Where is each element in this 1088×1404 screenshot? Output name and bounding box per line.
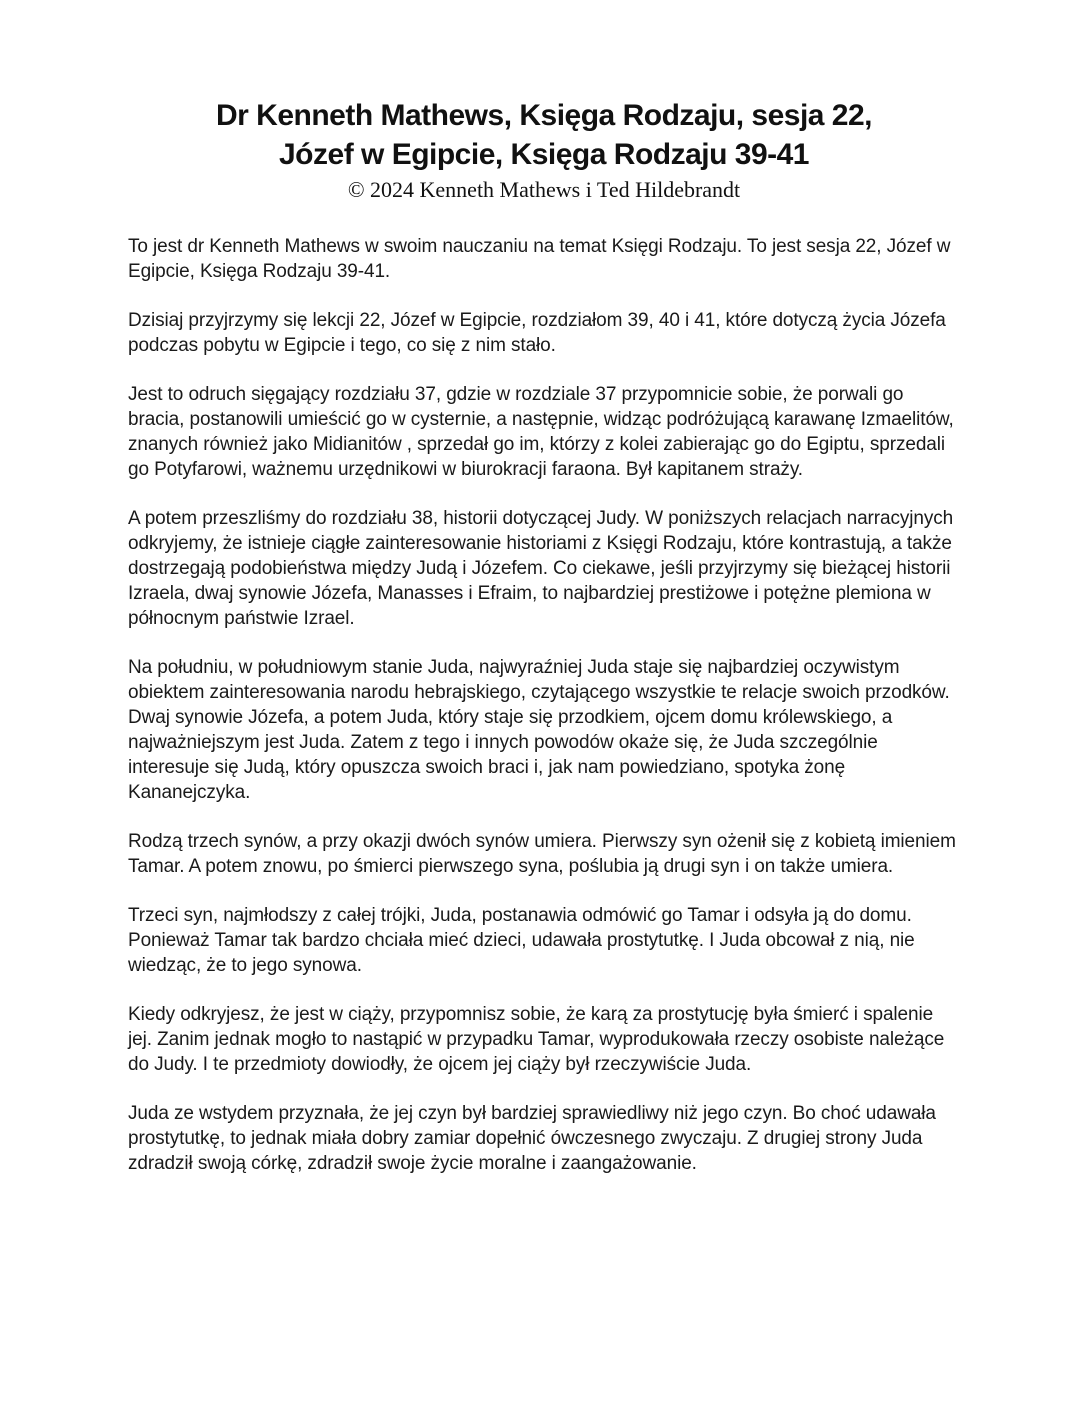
copyright-line: © 2024 Kenneth Mathews i Ted Hildebrandt (347, 177, 741, 202)
document-header (0, 0, 1088, 204)
title-line-2: Józef w Egipcie, Księga Rodzaju 39-41 (279, 138, 809, 171)
page-title (0, 96, 1088, 174)
paragraph: Trzeci syn, najmłodszy z całej trójki, Juda, postanawia odmówić go Tamar i odsyła ją do domu. Ponieważ Tamar tak bardzo chciała mieć dzieci, udawała prostytutkę. I Juda obcował z nią, nie wiedząc, że to jego synowa. (128, 905, 915, 976)
paragraph: Juda ze wstydem przyznała, że jej czyn był bardziej sprawiedliwy niż jego czyn. Bo choć udawała prostytutkę, to jednak miała dobry zamiar dopełnić ówczesnego zwyczaju. Z drugiej strony Juda zdradził swoją córkę, zdradził swoje życie moralne i zaangażowanie. (128, 1103, 936, 1174)
paragraph: To jest dr Kenneth Mathews w swoim nauczaniu na temat Księgi Rodzaju. To jest sesja 22, Józef w Egipcie, Księga Rodzaju 39-41. (128, 236, 951, 282)
document-body (128, 234, 961, 1176)
paragraph: A potem przeszliśmy do rozdziału 38, historii dotyczącej Judy. W poniższych relacjach narracyjnych odkryjemy, że istnieje ciągłe zainteresowanie historiami z Księgi Rodzaju, które kontrastują, a także dostrzegają podobieństwa między Judą i Józefem. Co ciekawe, jeśli przyjrzymy się bieżącej historii Izraela, dwaj synowie Józefa, Manasses i Efraim, to najbardziej prestiżowe i potężne plemiona w północnym państwie Izrael. (128, 508, 954, 629)
paragraph: Jest to odruch sięgający rozdziału 37, gdzie w rozdziale 37 przypomnicie sobie, że porwali go bracia, postanowili umieścić go w cysternie, a następnie, widząc podróżującą karawanę Izmaelitów, znanych również jako Midianitów , sprzedał go im, którzy z kolei zabierając go do Egiptu, sprzedali go Potyfarowi, ważnemu urzędnikowi w biurokracji faraona. Był kapitanem straży. (128, 384, 954, 480)
paragraph: Dzisiaj przyjrzymy się lekcji 22, Józef w Egipcie, rozdziałom 39, 40 i 41, które dotyczą życia Józefa podczas pobytu w Egipcie i tego, co się z nim stało. (128, 310, 946, 356)
paragraph: Kiedy odkryjesz, że jest w ciąży, przypomnisz sobie, że karą za prostytucję była śmierć i spalenie jej. Zanim jednak mogło to nastąpić w przypadku Tamar, wyprodukowała rzeczy osobiste należące do Judy. I te przedmioty dowiodły, że ojcem jej ciąży był rzeczywiście Juda. (128, 1004, 945, 1075)
paragraph: Na południu, w południowym stanie Juda, najwyraźniej Juda staje się najbardziej oczywistym obiektem zainteresowania narodu hebrajskiego, czytającego wszystkie te relacje swoich przodków. Dwaj synowie Józefa, a potem Juda, który staje się przodkiem, ojcem domu królewskiego, a najważniejszym jest Juda. Zatem z tego i innych powodów okaże się, że Juda szczególnie interesuje się Judą, który opuszcza swoich braci i, jak nam powiedziano, spotyka żonę Kananejczyka. (128, 657, 950, 803)
paragraph: Rodzą trzech synów, a przy okazji dwóch synów umiera. Pierwszy syn ożenił się z kobietą imieniem Tamar. A potem znowu, po śmierci pierwszego syna, poślubia ją drugi syn i on także umiera. (128, 831, 956, 877)
title-line-1: Dr Kenneth Mathews, Księga Rodzaju, sesja 22, (215, 99, 873, 132)
